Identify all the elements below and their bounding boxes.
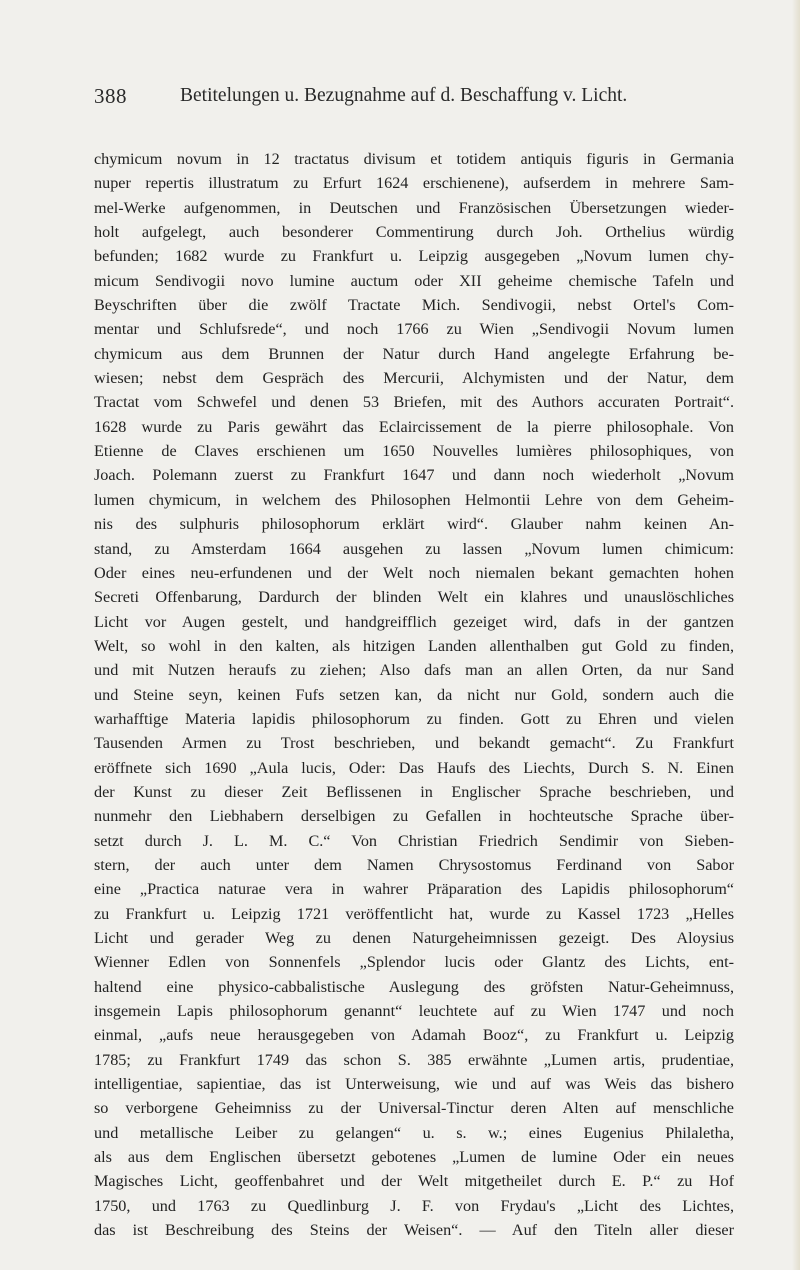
running-head: Betitelungen u. Bezugnahme auf d. Beschaffung v. Licht. [180, 85, 628, 106]
text-line: das ist Beschreibung des Steins der Weisen“. — Auf den Titeln aller dieser [94, 1221, 734, 1240]
text-line: und Steine seyn, keinen Fufs setzen kan, da nicht nur Gold, sondern auch die [94, 685, 734, 704]
text-line: chymicum novum in 12 tractatus divisum et totidem antiquis figuris in Germania [94, 150, 734, 168]
text-line: haltend eine physico-cabbalistische Auslegung des gröfsten Natur-Geheimnuss, [94, 977, 734, 996]
text-line: intelligentiae, sapientiae, das ist Unterweisung, wie und auf was Weis das bishero [94, 1075, 734, 1094]
body-text [94, 147, 734, 1242]
text-line: nis des sulphuris philosophorum erklärt wird“. Glauber nahm keinen An- [94, 515, 734, 534]
text-line: Etienne de Claves erschienen um 1650 Nouvelles lumières philosophiques, von [94, 442, 734, 461]
text-line: zu Frankfurt u. Leipzig 1721 veröffentlicht hat, wurde zu Kassel 1723 „Helles [94, 904, 734, 923]
text-line: Magisches Licht, geoffenbahret und der Welt mitgetheilet durch E. P.“ zu Hof [94, 1172, 734, 1191]
text-line: stern, der auch unter dem Namen Chrysostomus Ferdinand von Sabor [94, 855, 734, 874]
text-line: Welt, so wohl in den kalten, als hitzigen Landen allenthalben gut Gold zu finden, [94, 636, 734, 655]
text-line: Licht vor Augen gestelt, und handgreifflich gezeiget wird, dafs in der gantzen [94, 612, 734, 631]
text-line: und mit Nutzen heraufs zu ziehen; Also dafs man an allen Orten, da nur Sand [94, 661, 734, 680]
text-line: Licht und gerader Weg zu denen Naturgeheimnissen gezeigt. Des Aloysius [94, 929, 734, 947]
text-line: so verborgene Geheimniss zu der Universal-Tinctur deren Alten auf menschliche [94, 1099, 734, 1118]
text-line: Secreti Offenbarung, Dardurch der blinden Welt ein klahres und unauslöschliches [94, 588, 734, 607]
text-line: holt aufgelegt, auch besonderer Commentirung durch Joh. Orthelius würdig [94, 223, 734, 242]
text-line: nuper repertis illustratum zu Erfurt 1624 erschienene), aufserdem in mehrere Sam- [94, 174, 734, 193]
text-line: und metallische Leiber zu gelangen“ u. s. w.; eines Eugenius Philaletha, [94, 1123, 734, 1142]
text-line: mel-Werke aufgenommen, in Deutschen und Französischen Übersetzungen wieder- [94, 198, 734, 217]
text-line: eine „Practica naturae vera in wahrer Präparation des Lapidis philosophorum“ [94, 880, 734, 899]
text-line: lumen chymicum, in welchem des Philosophen Helmontii Lehre von dem Geheim- [94, 490, 734, 509]
text-line: einmal, „aufs neue herausgegeben von Adamah Booz“, zu Frankfurt u. Leipzig [94, 1026, 734, 1045]
text-line: mentar und Schlufsrede“, und noch 1766 zu Wien „Sendivogii Novum lumen [94, 320, 734, 339]
text-line: insgemein Lapis philosophorum genannt“ leuchtete auf zu Wien 1747 und noch [94, 1002, 734, 1021]
text-line: chymicum aus dem Brunnen der Natur durch Hand angelegte Erfahrung be- [94, 344, 734, 363]
text-line: Oder eines neu-erfundenen und der Welt noch niemalen bekant gemachten hohen [94, 563, 734, 582]
text-line: setzt durch J. L. M. C.“ Von Christian Friedrich Sendimir von Sieben- [94, 831, 734, 850]
text-line: micum Sendivogii novo lumine auctum oder XII geheime chemische Tafeln und [94, 271, 734, 290]
text-line: Wienner Edlen von Sonnenfels „Splendor lucis oder Glantz des Lichts, ent- [94, 953, 734, 972]
text-line: Tractat vom Schwefel und denen 53 Briefen, mit des Authors accuraten Portrait“. [94, 393, 734, 412]
text-line: 1750, und 1763 zu Quedlinburg J. F. von Frydau's „Licht des Lichtes, [94, 1196, 734, 1215]
text-line: der Kunst zu dieser Zeit Beflissenen in Englischer Sprache beschrieben, und [94, 782, 734, 801]
text-line: Beyschriften über die zwölf Tractate Mich. Sendivogii, nebst Ortel's Com- [94, 296, 734, 315]
text-line: 1628 wurde zu Paris gewährt das Eclaircissement de la pierre philosophale. Von [94, 417, 734, 436]
text-line: wiesen; nebst dem Gespräch des Mercurii, Alchymisten und der Natur, dem [94, 369, 734, 388]
text-line: warhafftige Materia lapidis philosophorum zu finden. Gott zu Ehren und vielen [94, 709, 734, 728]
text-line: stand, zu Amsterdam 1664 ausgehen zu lassen „Novum lumen chimicum: [94, 539, 734, 558]
text-line: befunden; 1682 wurde zu Frankfurt u. Leipzig ausgegeben „Novum lumen chy- [94, 247, 734, 266]
page-number: 388 [94, 84, 127, 108]
text-line: nunmehr den Liebhabern derselbigen zu Gefallen in hochteutsche Sprache über- [94, 807, 734, 826]
text-line: Joach. Polemann zuerst zu Frankfurt 1647 und dann noch wiederholt „Novum [94, 466, 734, 485]
text-line: als aus dem Englischen übersetzt gebotenes „Lumen de lumine Oder ein neues [94, 1148, 734, 1167]
text-line: 1785; zu Frankfurt 1749 das schon S. 385 erwähnte „Lumen artis, prudentiae, [94, 1050, 734, 1069]
page-edge [792, 0, 800, 1270]
page-header [94, 84, 734, 114]
text-line: Tausenden Armen zu Trost beschrieben, und bekandt gemacht“. Zu Frankfurt [94, 734, 734, 753]
text-line: eröffnete sich 1690 „Aula lucis, Oder: Das Haufs des Liechts, Durch S. N. Einen [94, 758, 734, 777]
